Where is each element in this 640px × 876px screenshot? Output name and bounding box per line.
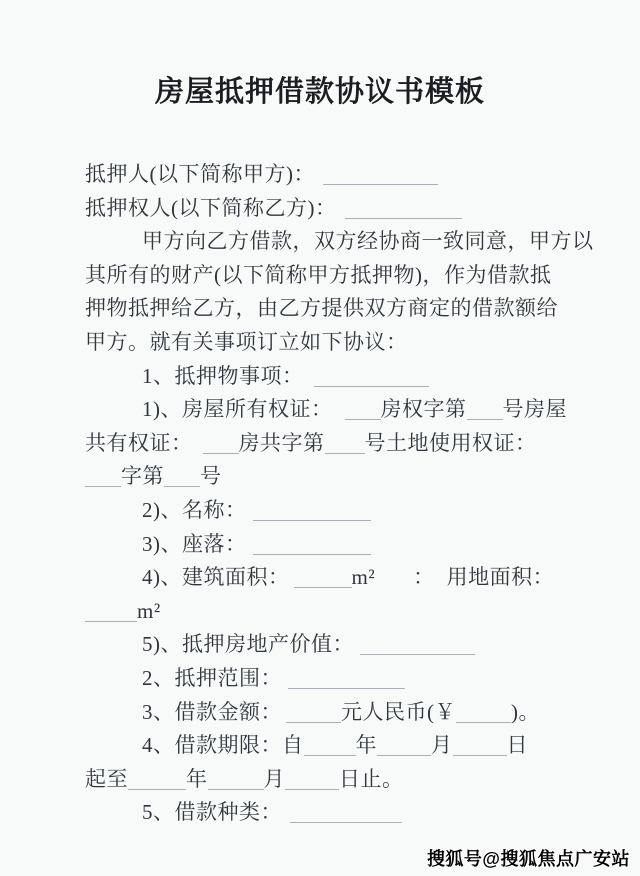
sohu-watermark: 搜狐号@搜狐焦点广安站 (426, 849, 630, 869)
blank-field (203, 453, 239, 454)
blank-field (325, 453, 365, 454)
doc-line (85, 561, 600, 595)
blank-field (453, 755, 507, 756)
doc-text: 1)、房屋所有权证： (142, 397, 333, 422)
blank-field (290, 822, 402, 823)
blank-field (323, 184, 438, 185)
spacer (304, 382, 314, 383)
doc-line (85, 460, 600, 494)
doc-text: 抵押权人(以下简称乙方)： (85, 195, 337, 220)
blank-field (377, 755, 431, 756)
doc-text: 号 (200, 464, 222, 489)
doc-line (85, 259, 600, 293)
blank-field (345, 218, 462, 219)
doc-line (85, 628, 600, 662)
document-body (0, 158, 640, 830)
spacer (282, 718, 286, 719)
doc-text: 3、借款金额： (142, 699, 282, 724)
doc-text: 字第 (121, 464, 164, 489)
doc-text: 4、借款期限：自 (142, 733, 304, 758)
doc-text: 共有权证： (85, 430, 193, 455)
blank-field (128, 789, 186, 790)
blank-field (208, 789, 264, 790)
doc-line (85, 393, 600, 427)
doc-line (85, 696, 600, 730)
doc-text: 月 (431, 733, 453, 758)
doc-text: 3)、座落： (142, 531, 247, 556)
doc-line (85, 225, 600, 259)
spacer (337, 214, 345, 215)
doc-line (85, 158, 600, 192)
spacer (282, 818, 290, 819)
doc-text: 4)、建筑面积： (142, 565, 290, 590)
spacer (247, 516, 253, 517)
doc-line (85, 763, 600, 797)
doc-text: 5)、抵押房地产价值： (142, 632, 354, 657)
doc-line (85, 494, 600, 528)
doc-line (85, 292, 600, 326)
doc-text: 号土地使用权证： (364, 430, 537, 455)
blank-field (253, 520, 371, 521)
doc-text: 元人民币(￥ (341, 699, 456, 724)
doc-text: 房共字第 (238, 430, 325, 455)
doc-text: 号房屋 (502, 397, 567, 422)
doc-line (85, 192, 600, 226)
doc-text: 年 (355, 733, 377, 758)
spacer (247, 550, 253, 551)
doc-text: 房权字第 (380, 397, 467, 422)
blank-field (286, 722, 341, 723)
doc-text: 甲方向乙方借款，双方经协商一致同意，甲方以 (142, 229, 594, 254)
doc-text: 2)、名称： (142, 497, 247, 522)
blank-field (253, 554, 371, 555)
blank-field (314, 386, 429, 387)
blank-field (285, 789, 339, 790)
doc-line (85, 729, 600, 763)
spacer (354, 650, 360, 651)
doc-text: 日 (506, 733, 528, 758)
blank-field (288, 688, 405, 689)
doc-line (85, 360, 600, 394)
doc-text: 5、借款种类： (142, 800, 282, 825)
doc-line (85, 662, 600, 696)
doc-text: 起至 (85, 766, 128, 791)
blank-field (85, 621, 137, 622)
spacer (375, 583, 413, 584)
spacer (193, 449, 203, 450)
spacer (290, 583, 294, 584)
blank-field (294, 587, 352, 588)
doc-text: 月 (263, 766, 285, 791)
doc-text: ： (413, 565, 435, 590)
doc-text: m² (351, 565, 376, 590)
blank-field (304, 755, 356, 756)
document-title: 房屋抵押借款协议书模板 (154, 76, 485, 108)
doc-text: 2、抵押范围： (142, 665, 282, 690)
blank-field (164, 486, 200, 487)
doc-line (85, 326, 600, 360)
doc-line (85, 796, 600, 830)
doc-text: 年 (186, 766, 208, 791)
blank-field (360, 654, 475, 655)
spacer (282, 684, 288, 685)
blank-field (85, 486, 121, 487)
doc-text: 日止。 (339, 766, 404, 791)
doc-text: 用地面积： (446, 565, 555, 590)
doc-text: 其所有的财产(以下简称甲方抵押物)，作为借款抵 (85, 262, 552, 287)
doc-line (85, 427, 600, 461)
spacer (435, 583, 447, 584)
doc-text: )。 (511, 699, 540, 724)
doc-line (85, 528, 600, 562)
blank-field (456, 722, 511, 723)
doc-line (85, 595, 600, 629)
doc-text: 1、抵押物事项： (142, 363, 304, 388)
blank-field (467, 419, 503, 420)
spacer (315, 180, 323, 181)
doc-text: m² (137, 598, 161, 623)
doc-text: 抵押人(以下简称甲方)： (85, 162, 315, 186)
doc-text: 甲方。就有关事项订立如下协议： (85, 329, 408, 354)
spacer (333, 415, 345, 416)
doc-text: 押物抵押给乙方，由乙方提供双方商定的借款额给 (85, 296, 558, 321)
blank-field (345, 419, 381, 420)
